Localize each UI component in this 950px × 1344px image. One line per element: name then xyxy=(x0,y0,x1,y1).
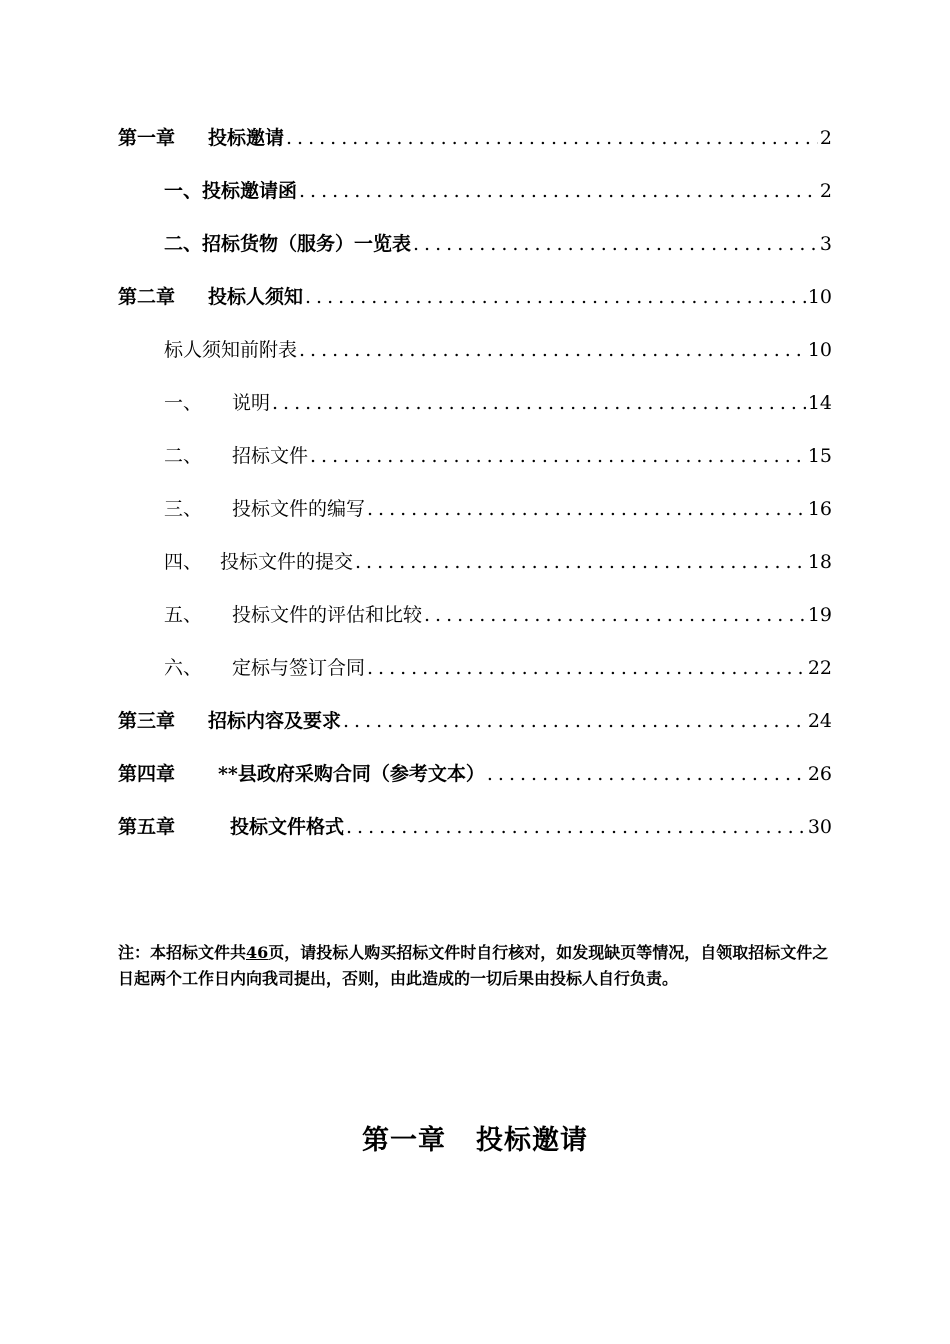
toc-entry-chapter-2[interactable] xyxy=(118,277,832,330)
note-page-count: 46 xyxy=(246,943,269,962)
table-of-contents xyxy=(118,118,832,860)
toc-entry-section-4[interactable] xyxy=(118,542,832,595)
toc-entry-page: 18 xyxy=(807,551,832,573)
toc-entry-title: 说明 xyxy=(232,392,271,414)
toc-entry-page: 22 xyxy=(807,657,832,679)
toc-entry-title: 招标文件 xyxy=(232,445,309,467)
dot-leader xyxy=(343,701,806,741)
toc-entry-page: 10 xyxy=(807,339,832,361)
dot-leader xyxy=(424,595,806,635)
toc-entry-section-1[interactable] xyxy=(118,383,832,436)
toc-entry-title: 投标人须知 xyxy=(208,286,304,308)
toc-entry-chapter-5[interactable] xyxy=(118,807,832,860)
toc-entry-title: 投标文件的评估和比较 xyxy=(232,604,423,626)
dot-leader xyxy=(367,489,806,529)
toc-entry-number: 二、 xyxy=(164,445,203,467)
toc-entry-title: 招标内容及要求 xyxy=(208,710,342,732)
toc-entry-title: 一、投标邀请函 xyxy=(164,180,298,202)
toc-entry-chapter-3[interactable] xyxy=(118,701,832,754)
toc-entry-page: 3 xyxy=(819,233,832,255)
dot-leader xyxy=(272,383,806,423)
toc-entry-page: 26 xyxy=(807,763,832,785)
toc-entry-section-5[interactable] xyxy=(118,595,832,648)
note-suffix: 页，请投标人购买招标文件时自行核对，如发现缺页等情况，自领取招标文件之日起两个工作日内向我司提出，否则，由此造成的一切后果由投标人自行负责。 xyxy=(118,943,829,988)
toc-entry-title: 投标邀请 xyxy=(208,127,285,149)
dot-leader xyxy=(413,224,818,264)
toc-entry-title: 二、招标货物（服务）一览表 xyxy=(164,233,412,255)
page-count-note xyxy=(118,940,838,992)
dot-leader xyxy=(299,171,818,211)
chapter-heading-number: 第一章 xyxy=(362,1125,446,1156)
toc-entry-title: 投标文件的编写 xyxy=(232,498,366,520)
toc-entry-goods-list[interactable] xyxy=(118,224,832,277)
toc-entry-bidder-notice-table[interactable] xyxy=(118,330,832,383)
note-prefix: 注：本招标文件共 xyxy=(118,943,247,962)
toc-entry-number: 第二章 xyxy=(118,286,176,308)
toc-entry-page: 2 xyxy=(819,180,832,202)
toc-entry-chapter-4[interactable] xyxy=(118,754,832,807)
toc-entry-page: 10 xyxy=(807,286,832,308)
toc-entry-page: 2 xyxy=(819,127,832,149)
toc-entry-section-3[interactable] xyxy=(118,489,832,542)
toc-entry-title: 定标与签订合同 xyxy=(232,657,366,679)
dot-leader xyxy=(367,648,806,688)
toc-entry-page: 30 xyxy=(807,816,832,838)
toc-entry-number: 第五章 xyxy=(118,816,176,838)
toc-entry-title: 投标文件的提交 xyxy=(220,551,354,573)
toc-entry-invitation-letter[interactable] xyxy=(118,171,832,224)
dot-leader xyxy=(346,807,806,847)
toc-entry-title: 标人须知前附表 xyxy=(164,339,298,361)
dot-leader xyxy=(487,754,806,794)
toc-entry-number: 一、 xyxy=(164,392,203,414)
toc-entry-section-2[interactable] xyxy=(118,436,832,489)
toc-entry-title: 投标文件格式 xyxy=(230,816,345,838)
dot-leader xyxy=(310,436,806,476)
toc-entry-number: 三、 xyxy=(164,498,203,520)
toc-entry-number: 六、 xyxy=(164,657,203,679)
toc-entry-title: **县政府采购合同（参考文本） xyxy=(218,763,485,785)
toc-entry-number: 四、 xyxy=(164,551,203,573)
chapter-heading-title: 投标邀请 xyxy=(476,1125,588,1156)
toc-entry-section-6[interactable] xyxy=(118,648,832,701)
toc-entry-page: 19 xyxy=(807,604,832,626)
toc-entry-number: 第一章 xyxy=(118,127,176,149)
toc-entry-page: 16 xyxy=(807,498,832,520)
toc-entry-number: 五、 xyxy=(164,604,203,626)
toc-entry-page: 24 xyxy=(807,710,832,732)
dot-leader xyxy=(305,277,806,317)
toc-entry-number: 第三章 xyxy=(118,710,176,732)
toc-entry-page: 14 xyxy=(807,392,832,414)
toc-entry-number: 第四章 xyxy=(118,763,176,785)
dot-leader xyxy=(355,542,806,582)
chapter-heading xyxy=(0,1118,950,1157)
dot-leader xyxy=(299,330,806,370)
toc-entry-chapter-1[interactable] xyxy=(118,118,832,171)
toc-entry-page: 15 xyxy=(807,445,832,467)
dot-leader xyxy=(286,118,818,158)
